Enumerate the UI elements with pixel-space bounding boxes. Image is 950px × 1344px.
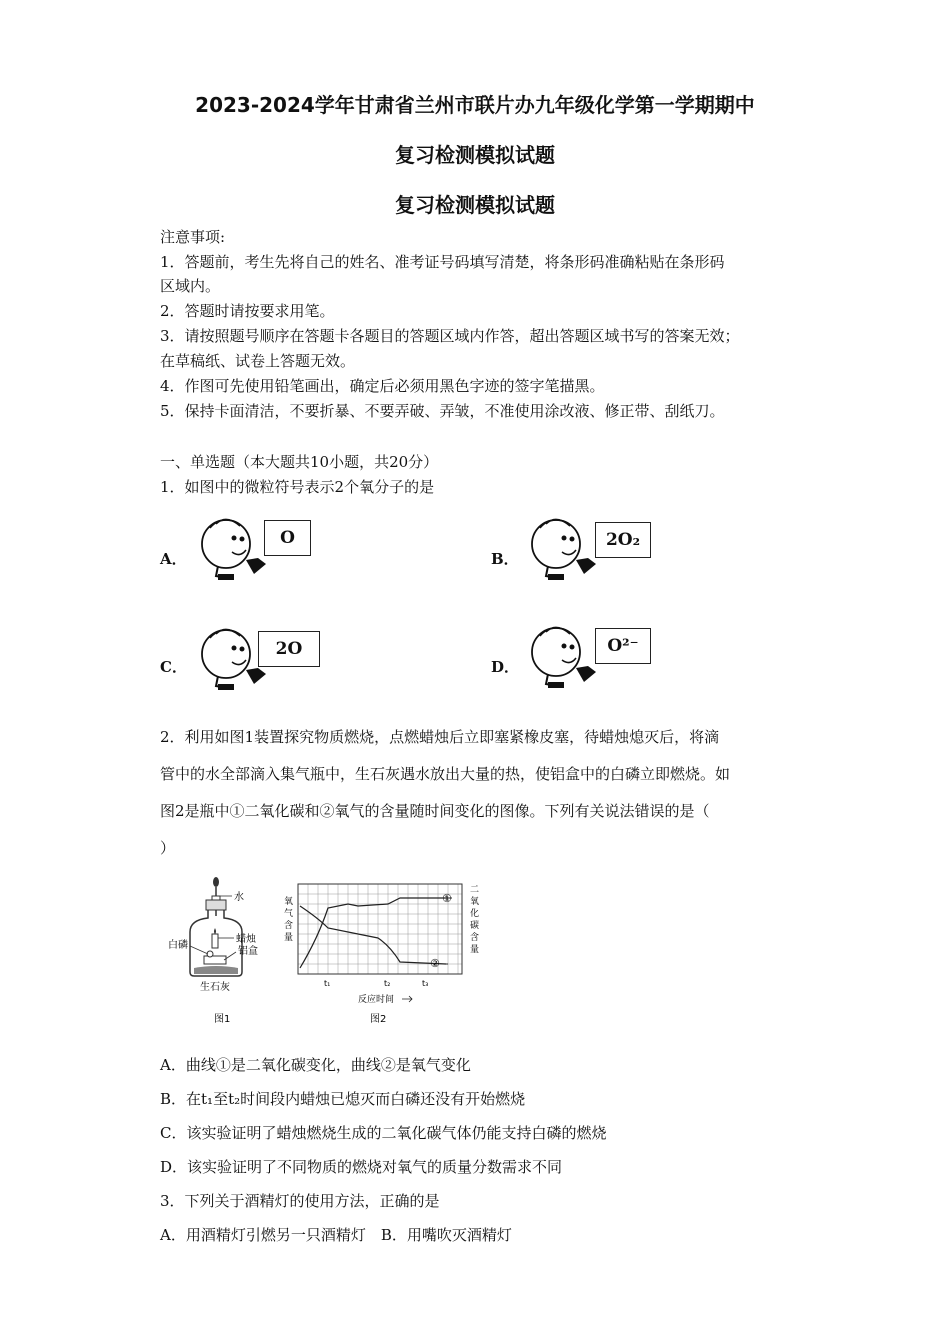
q3-options-line[interactable]: A．用酒精灯引燃另一只酒精灯 B．用嘴吹灭酒精灯 bbox=[160, 1226, 512, 1244]
figure-2-graph bbox=[278, 878, 488, 1028]
q1-option-a-symbol: O bbox=[264, 520, 311, 556]
notice-item: 在草稿纸、试卷上答题无效。 bbox=[160, 352, 356, 370]
fig2-t3-label: t₃ bbox=[422, 979, 429, 988]
q2-option-a[interactable]: A．曲线①是二氧化碳变化，曲线②是氧气变化 bbox=[160, 1056, 471, 1074]
question-1-stem: 1．如图中的微粒符号表示2个氧分子的是 bbox=[160, 478, 435, 496]
question-2-stem: ） bbox=[160, 839, 176, 857]
q2-option-c[interactable]: C．该实验证明了蜡烛燃烧生成的二氧化碳气体仍能支持白磷的燃烧 bbox=[160, 1124, 607, 1142]
page-title: 2023-2024学年甘肃省兰州市联片办九年级化学第一学期期中 bbox=[195, 93, 755, 117]
notice-item: 1．答题前，考生先将自己的姓名、准考证号码填写清楚，将条形码准确粘贴在条形码 bbox=[160, 253, 725, 271]
fig2-curve-1-label: ① bbox=[442, 892, 452, 905]
question-2-stem: 2．利用如图1装置探究物质燃烧，点燃蜡烛后立即塞紧橡皮塞，待蜡烛熄灭后，将滴 bbox=[160, 728, 720, 746]
page-subtitle-repeat: 复习检测模拟试题 bbox=[395, 193, 555, 217]
fig2-t2-label: t₂ bbox=[384, 979, 391, 988]
q1-option-b-label[interactable]: B． bbox=[491, 550, 519, 568]
notice-item: 2．答题时请按要求用笔。 bbox=[160, 302, 335, 320]
fig2-curve-2 bbox=[300, 906, 446, 964]
notice-heading: 注意事项: bbox=[160, 228, 226, 246]
question-3-stem: 3．下列关于酒精灯的使用方法，正确的是 bbox=[160, 1192, 440, 1210]
fig1-lime-label: 生石灰 bbox=[200, 982, 230, 993]
question-2-stem: 管中的水全部滴入集气瓶中，生石灰遇水放出大量的热，使铝盒中的白磷立即燃烧。如 bbox=[160, 765, 731, 783]
q1-option-c-label[interactable]: C． bbox=[160, 658, 187, 676]
figure-1-apparatus bbox=[160, 872, 280, 1032]
fig2-left-axis-label: 氧气含量 bbox=[284, 897, 294, 943]
notice-item: 4．作图可先使用铅笔画出，确定后必须用黑色字迹的签字笔描黑。 bbox=[160, 377, 605, 395]
cartoon-atom-icon bbox=[526, 512, 606, 592]
q2-option-b[interactable]: B．在t₁至t₂时间段内蜡烛已熄灭而白磷还没有开始燃烧 bbox=[160, 1090, 526, 1108]
page-subtitle: 复习检测模拟试题 bbox=[395, 143, 555, 167]
fig1-candle-label: 蜡烛 bbox=[236, 934, 256, 945]
q2-option-d[interactable]: D．该实验证明了不同物质的燃烧对氧气的质量分数需求不同 bbox=[160, 1158, 563, 1176]
q1-option-a-label[interactable]: A． bbox=[160, 550, 187, 568]
notice-item: 区域内。 bbox=[160, 277, 221, 295]
fig1-caption: 图1 bbox=[214, 1014, 231, 1025]
fig2-curve-2-label: ② bbox=[430, 957, 440, 970]
fig2-curve-1 bbox=[300, 898, 446, 968]
fig2-caption: 图2 bbox=[370, 1014, 387, 1025]
q1-option-c-symbol: 2O bbox=[258, 631, 320, 667]
question-2-stem: 图2是瓶中①二氧化碳和②氧气的含量随时间变化的图像。下列有关说法错误的是（ bbox=[160, 802, 710, 820]
fig1-al-box-label: 铝盒 bbox=[238, 946, 258, 957]
q1-option-d-label[interactable]: D． bbox=[491, 658, 520, 676]
cartoon-atom-icon bbox=[526, 620, 606, 700]
fig2-right-axis-label: 二氧化碳含量 bbox=[470, 885, 480, 955]
fig1-phosphorus-label: 白磷 bbox=[168, 940, 188, 951]
q1-option-b-symbol: 2O₂ bbox=[595, 522, 651, 558]
section-heading: 一、单选题（本大题共10小题，共20分） bbox=[160, 453, 439, 471]
fig2-t1-label: t₁ bbox=[324, 979, 331, 988]
fig2-x-axis-label: 反应时间 bbox=[358, 995, 395, 1005]
notice-item: 3．请按照题号顺序在答题卡各题目的答题区域内作答，超出答题区域书写的答案无效； bbox=[160, 327, 740, 345]
notice-item: 5．保持卡面清洁，不要折暴、不要弄破、弄皱，不准使用涂改液、修正带、刮纸刀。 bbox=[160, 402, 725, 420]
q1-option-d-symbol: O²⁻ bbox=[595, 628, 651, 664]
fig1-water-label: 水 bbox=[234, 892, 244, 903]
